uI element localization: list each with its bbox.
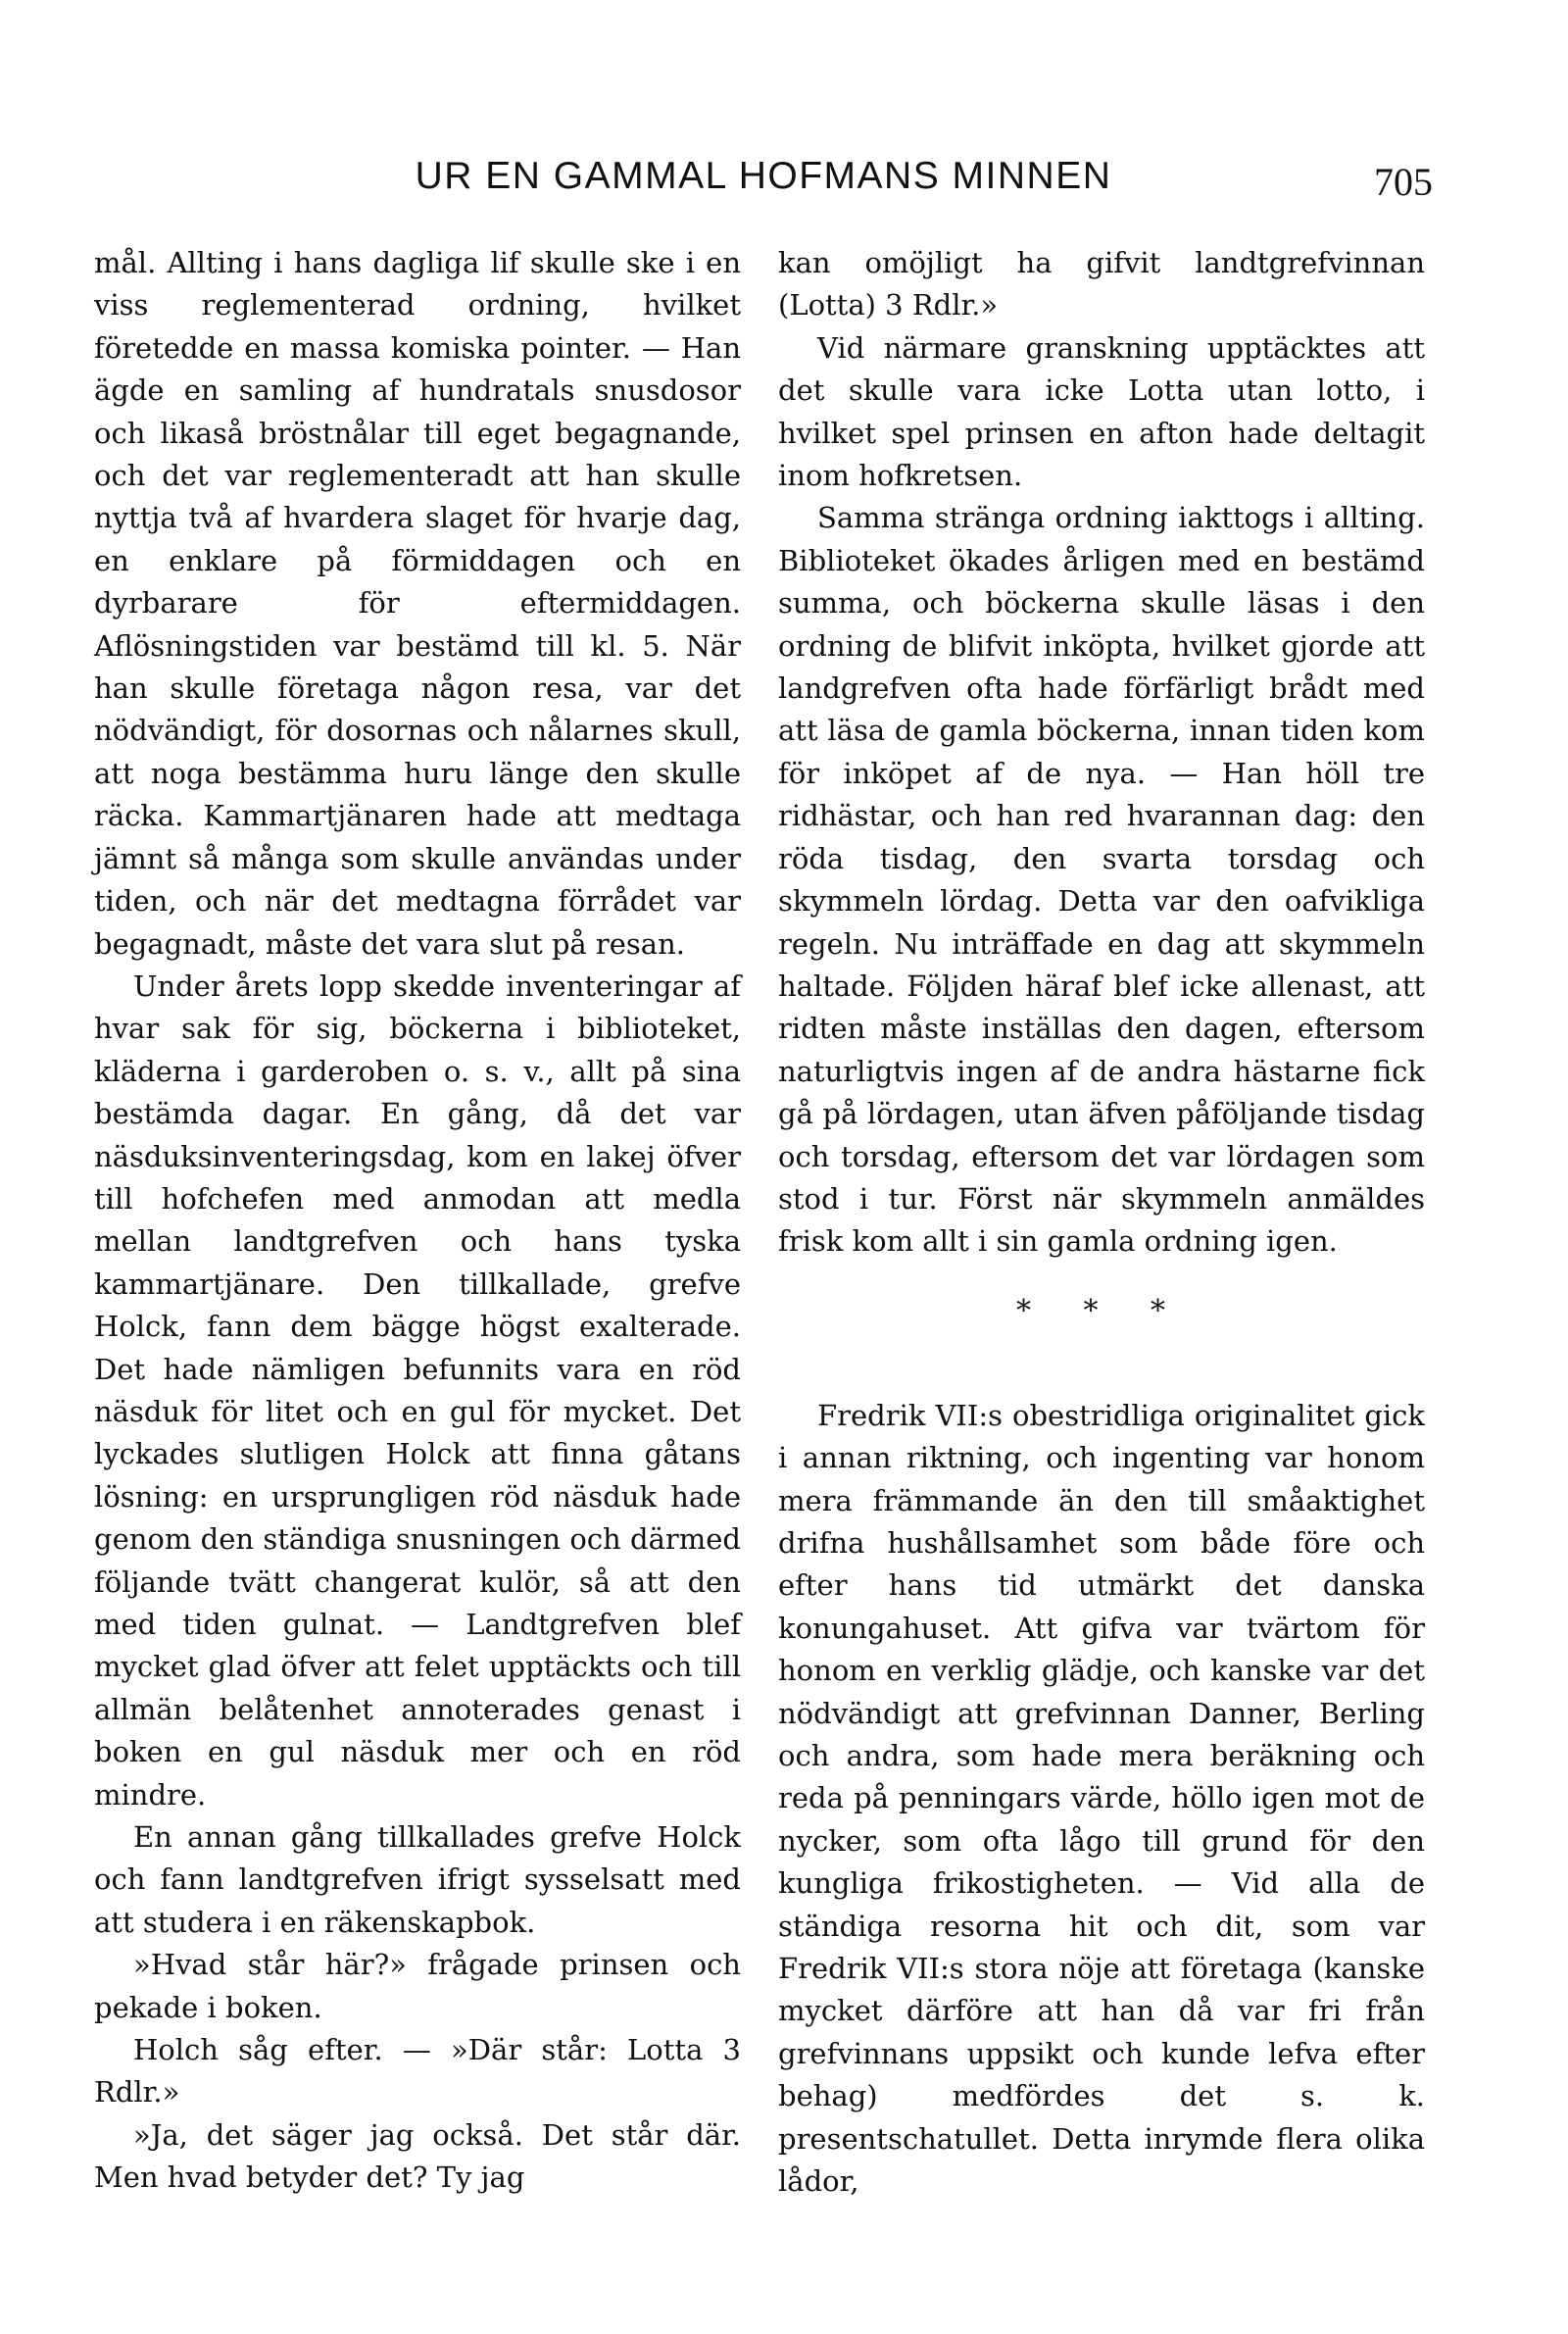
running-title: UR EN GAMMAL HOFMANS MINNEN — [415, 155, 1112, 197]
dialogue-paragraph: »Ja, det säger jag också. Det står där. Men hvad betyder det? Ty jag — [94, 2117, 741, 2195]
right-column — [778, 242, 1425, 2203]
body-paragraph: En annan gång tillkallades grefve Holck och fann landtgrefven ifrigt sysselsatt med att studera i en räkenskapbok. — [94, 1820, 741, 1939]
left-column — [94, 242, 741, 2200]
body-paragraph: kan omöjligt ha gifvit landtgrefvinnan (Lotta) 3 Rdlr.» — [778, 246, 1425, 323]
section-separator: * * * — [1015, 1293, 1188, 1328]
body-paragraph: Vid närmare granskning upptäcktes att det skulle vara icke Lotta utan lotto, i hvilket spel prinsen en afton hade deltagit inom hofkretsen. — [778, 330, 1425, 493]
body-paragraph: Samma stränga ordning iakttogs i allting. Biblioteket ökades årligen med en bestämd summa, och böckerna skulle läsas i den ordning de blifvit inköpta, hvilket gjorde att landgrefven ofta hade förfärligt brådt med att läsa de gamla böckerna, innan tiden kom för inköpet af de nya. — Han höll tre ridhästar, och han red hvarannan dag: den röda tisdag, den svarta torsdag och skymmeln lördag. Detta var den oafvikliga regeln. Nu inträffade en dag att skymmeln haltade. Följden häraf blef icke allenast, att ridten måste inställas den dagen, eftersom naturligtvis ingen af de andra hästarne fick gå på lördagen, utan äfven påföljande tisdag och torsdag, eftersom det var lördagen som stod i tur. Först när skymmeln anmäldes frisk kom allt i sin gamla ordning igen. — [778, 501, 1425, 1259]
page-number: 705 — [1374, 160, 1433, 204]
dialogue-paragraph: Holch såg efter. — »Där står: Lotta 3 Rdlr.» — [94, 2033, 741, 2110]
body-paragraph: Fredrik VII:s obestridliga originalitet gick i annan riktning, och ingenting var honom mera främmande än den till småaktighet drifna hushållsamhet som både före och efter hans tid utmärkt det danska konungahuset. Att gifva var tvärtom för honom en verklig glädje, och kanske var det nödvändigt att grefvinnan Danner, Berling och andra, som hade mera beräkning och reda på penningars värde, höllo igen mot de nycker, som ofta lågo till grund för den kungliga frikostigheten. — Vid alla de ständiga resorna hit och dit, som var Fredrik VII:s stora nöje att företaga (kanske mycket därföre att han då var fri från grefvinnans uppsikt och kunde lefva efter behag) medfördes det s. k. presentschatullet. Detta inrymde flera olika lådor, — [778, 1398, 1425, 2199]
page-header — [94, 147, 1433, 216]
dialogue-paragraph: »Hvad står här?» frågade prinsen och pekade i boken. — [94, 1948, 741, 2024]
body-paragraph: mål. Allting i hans dagliga lif skulle ske i en viss reglementerad ordning, hvilket företedde en massa komiska pointer. — Han ägde en samling af hundratals snusdosor och likaså bröstnålar till eget begagnande, och det var reglementeradt att han skulle nyttja två af hvardera slaget för hvarje dag, en enklare på förmiddagen och en dyrbarare för eftermiddagen. Aflösningstiden var bestämd till kl. 5. När han skulle företaga någon resa, var det nödvändigt, för dosornas och nålarnes skull, att noga bestämma huru länge den skulle räcka. Kammartjänaren hade att medtaga jämnt så många som skulle användas under tiden, och när det medtagna förrådet var begagnadt, måste det vara slut på resan. — [94, 246, 741, 961]
body-paragraph: Under årets lopp skedde inventeringar af hvar sak för sig, böckerna i biblioteket, kläderna i garderoben o. s. v., allt på sina bestämda dagar. En gång, då det var näsduksinventeringsdag, kom en lakej öfver till hofchefen med anmodan att medla mellan landtgrefven och hans tyska kammartjänare. Den tillkallade, grefve Holck, fann dem bägge högst exalterade. Det hade nämligen befunnits vara en röd näsduk för litet och en gul för mycket. Det lyckades slutligen Holck att finna gåtans lösning: en ursprungligen röd näsduk hade genom den ständiga snusningen och därmed följande tvätt changerat kulör, så att den med tiden gulnat. — Landtgrefven blef mycket glad öfver att felet upptäckts och till allmän belåtenhet annoterades genast i boken en gul näsduk mer och en röd mindre. — [94, 968, 741, 1812]
